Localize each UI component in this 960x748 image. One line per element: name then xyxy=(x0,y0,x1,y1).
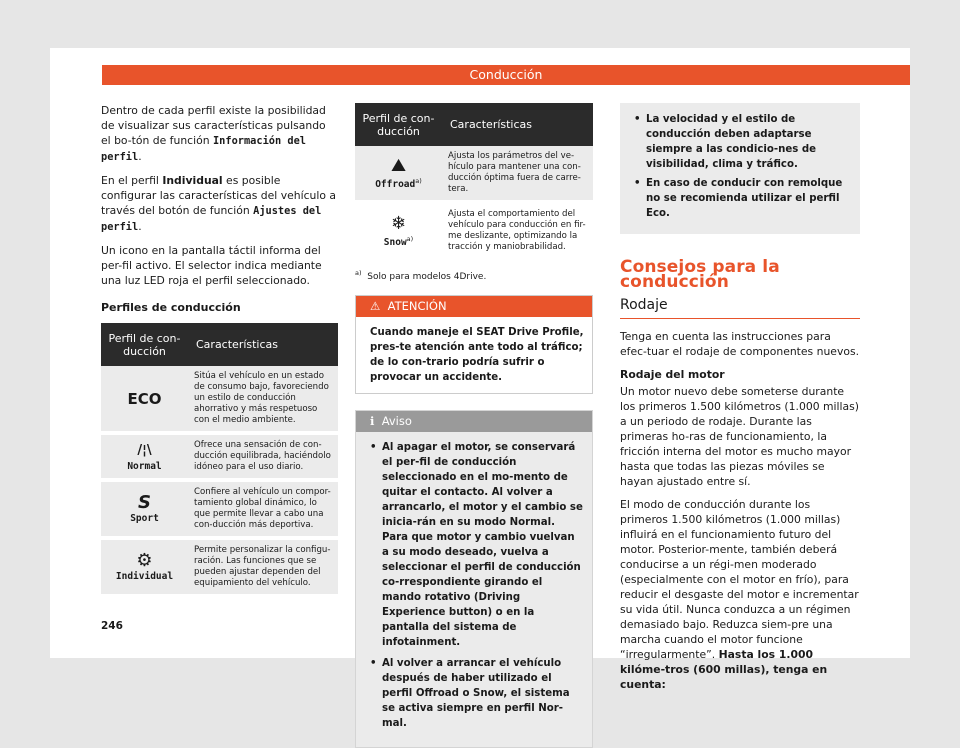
warning-icon: ⚠ xyxy=(370,299,381,313)
profiles-table-continued xyxy=(355,103,593,258)
row-description: Ajusta los parámetros del ve-hículo para mantener una con-ducción óptima fuera de carre-tera. xyxy=(442,146,593,200)
gear-icon: ⚙ xyxy=(136,550,153,571)
subtitle-driving-profiles: Perfiles de conducción xyxy=(101,301,241,314)
row-description: Ofrece una sensación de con-ducción equilibrada, haciéndolo idóneo para el uso diario. xyxy=(188,435,338,478)
function-button-profile-settings: Ajustes del perfil xyxy=(101,205,322,233)
paragraph-profile-info: Dentro de cada perfil existe la posibilidad de visualizar sus características pulsando el bo-tón de función Información del perfil. xyxy=(101,104,326,163)
snowflake-icon: ❄ xyxy=(390,212,407,234)
profile-label: Individual xyxy=(115,571,174,582)
header-characteristics: Características xyxy=(188,323,338,366)
profiles-table xyxy=(101,323,338,594)
table-header-row xyxy=(355,103,593,146)
header-profile: Perfil de con-ducción xyxy=(355,103,442,146)
attention-body: Cuando maneje el SEAT Drive Profile, pres-te atención ante todo al tráfico; de lo con-trario podría sufrir o provocar un accidente. xyxy=(370,327,584,383)
profile-label: Normal xyxy=(127,460,162,472)
paragraph-driving-mode: El modo de conducción durante los primeros 1.500 kilómetros (1.000 millas) influirá en el funcionamiento futuro del motor. Posterior-mente, también deberá conducirse a un régi-men moderado (especialmente con el motor en frío), para reducir el desgaste del motor e incrementar su vida útil. Nunca conduzca a un régimen demasiado bajo. Reduzca siem-pre una marcha cuando el motor funcione “irregularmente”. Hasta los 1.000 kilóme-tros (600 millas), tenga en cuenta: xyxy=(620,498,859,691)
table-row xyxy=(101,366,338,431)
list-item: • La velocidad y el estilo de conducción deben adaptarse siempre a las condicio-nes de visibilidad, clima y tráfico. xyxy=(634,112,850,172)
column-middle xyxy=(355,103,593,748)
list-item: • Al volver a arrancar el vehículo después de haber utilizado el perfil Offroad o Snow, el sistema se activa siempre en perfil Nor-mal. xyxy=(370,656,584,731)
mountain-icon: ⛰ xyxy=(390,154,407,176)
table-footnote: $^{a)}$ Solo para modelos 4Drive. xyxy=(355,269,487,282)
heading-engine-break-in: Rodaje del motor xyxy=(620,368,725,381)
notice-box xyxy=(355,410,593,748)
paragraph-individual: En el perfil Individual es posible configurar las características del vehículo a través del botón de función Ajustes del perfil. xyxy=(101,174,337,233)
subsection-title: Rodaje xyxy=(620,298,860,319)
eco-icon: ECO xyxy=(127,389,162,408)
profile-label: Snow xyxy=(383,236,407,248)
attention-box xyxy=(355,295,593,394)
table-row xyxy=(101,540,338,594)
list-item: • En caso de conducir con remolque no se recomienda utilizar el perfil Eco. xyxy=(634,176,850,221)
paragraph-intro: Tenga en cuenta las instrucciones para efec-tuar el rodaje de componentes nuevos. xyxy=(620,330,859,358)
row-description: Sitúa el vehículo en un estado de consumo bajo, favoreciendo un estilo de conducción ahorrativo y más respetuoso con el medio ambiente. xyxy=(188,366,338,431)
section-title: Consejos para la conducción xyxy=(620,257,780,292)
paragraph-engine-break-in: Un motor nuevo debe someterse durante los primeros 1.500 kilómetros (1.000 millas) a un periodo de rodaje. Durante las primeras ho-ras de funcionamiento, la fricción interna del motor es mucho mayor hasta que todas las piezas móviles se hayan ajustado entre sí. xyxy=(620,385,859,488)
row-description: Ajusta el comportamiento del vehículo para conducción en fir-me deslizante, optimizando la tracción y maniobrabilidad. xyxy=(448,209,586,252)
info-icon: ℹ xyxy=(370,414,375,428)
column-left xyxy=(101,103,338,594)
paragraph-icon-info: Un icono en la pantalla táctil informa del per-fil activo. El selector indica mediante una luz LED roja el perfil seleccionado. xyxy=(101,244,322,287)
profile-label: Offroad xyxy=(375,178,416,190)
table-row: ⛰ Offroad$^{a)}$ Ajusta los parámetros del ve-hículo para mantener una con-ducción óptima fuera de carre-tera. xyxy=(355,146,593,200)
function-button-profile-info: Información del perfil xyxy=(101,135,306,163)
profile-label: Sport xyxy=(130,513,159,524)
notice-list xyxy=(370,440,584,731)
attention-header: ⚠ ATENCIÓN xyxy=(356,296,592,317)
header-profile: Perfil de con-ducción xyxy=(101,323,188,366)
tips-box xyxy=(620,103,860,234)
page-header xyxy=(102,65,910,85)
column-right xyxy=(620,103,860,700)
table-row xyxy=(101,482,338,536)
row-description: Confiere al vehículo un compor-tamiento global dinámico, lo que permite llevar a cabo una con-ducción más deportiva. xyxy=(188,482,338,536)
notice-header: ℹ Aviso xyxy=(356,411,592,432)
page-number: 246 xyxy=(101,620,123,632)
table-row xyxy=(101,435,338,478)
row-description: Permite personalizar la configu-ración. Las funciones que se pueden ajustar dependen del equipamiento del vehículo. xyxy=(188,540,338,594)
road-icon: /¦\ xyxy=(137,442,152,458)
table-row: ❄ Snow$^{a)}$ Ajusta el comportamiento del vehículo para conducción en fir-me deslizante, optimizando la tracción y maniobrabilidad. xyxy=(355,204,593,258)
sport-icon: S xyxy=(138,492,151,513)
header-characteristics: Características xyxy=(442,103,593,146)
header-title: Conducción xyxy=(469,67,543,82)
table-header-row xyxy=(101,323,338,366)
list-item: • Al apagar el motor, se conservará el per-fil de conducción seleccionado en el mo-mento de quitar el contacto. Al volver a arrancarlo, el motor y el cambio se inicia-rán en su modo Normal. Para que motor y cambio vuelvan a su modo deseado, vuelva a seleccionar el perfil de conducción co-rrespondiente girando el mando rotativo (Driving Experience button) o en la pantalla del sistema de infotainment. xyxy=(370,440,584,650)
manual-page xyxy=(50,48,910,729)
